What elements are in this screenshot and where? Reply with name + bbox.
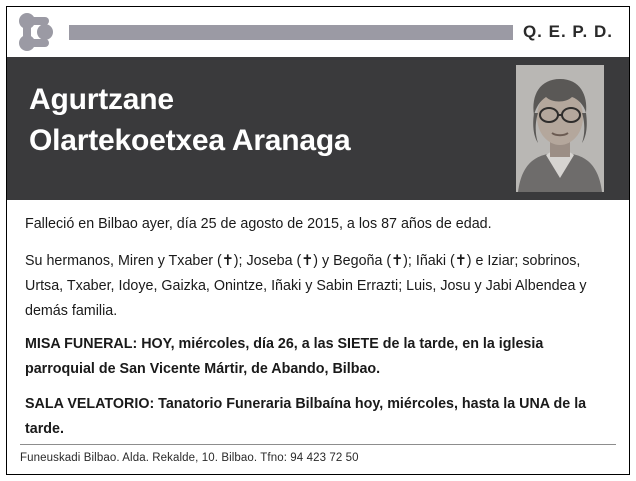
qepd-label: Q. E. P. D. xyxy=(522,22,613,41)
family-text: Su hermanos, Miren y Txaber (✝); Joseba (✝) y Begoña (✝); Iñaki (✝) e Iziar; sobrinos, Urtsa, Txaber, Idoye, Gaizka, Onintze, Iñaki y Sabin Errazti; Luis, Josu y Jabi Albendea y demás familia. xyxy=(25,253,587,319)
funeral-home-info: Funeuskadi Bilbao. Alda. Rekalde, 10. Bilbao. Tfno: 94 423 72 50 xyxy=(20,452,359,464)
clover-logo-icon xyxy=(11,9,67,55)
funeral-mass-text: MISA FUNERAL: HOY, miércoles, día 26, a las SIETE de la tarde, en la iglesia parroquial de San Vicente Mártir, de Abando, Bilbao. xyxy=(25,336,544,377)
notice-header xyxy=(7,7,629,57)
name-block xyxy=(7,57,629,200)
deceased-last-name: Olartekoetxea Aranaga xyxy=(29,124,351,157)
death-notice-text: Falleció en Bilbao ayer, día 25 de agosto de 2015, a los 87 años de edad. xyxy=(25,216,492,232)
notice-body xyxy=(7,200,629,452)
portrait-photo xyxy=(516,65,604,192)
footer-divider xyxy=(20,444,616,445)
deceased-first-name: Agurtzane xyxy=(29,83,174,116)
header-divider-bar xyxy=(69,25,513,40)
deceased-name xyxy=(29,79,499,161)
wake-room-text: SALA VELATORIO: Tanatorio Funeraria Bilbaína hoy, miércoles, hasta la UNA de la tarde. xyxy=(25,396,587,437)
